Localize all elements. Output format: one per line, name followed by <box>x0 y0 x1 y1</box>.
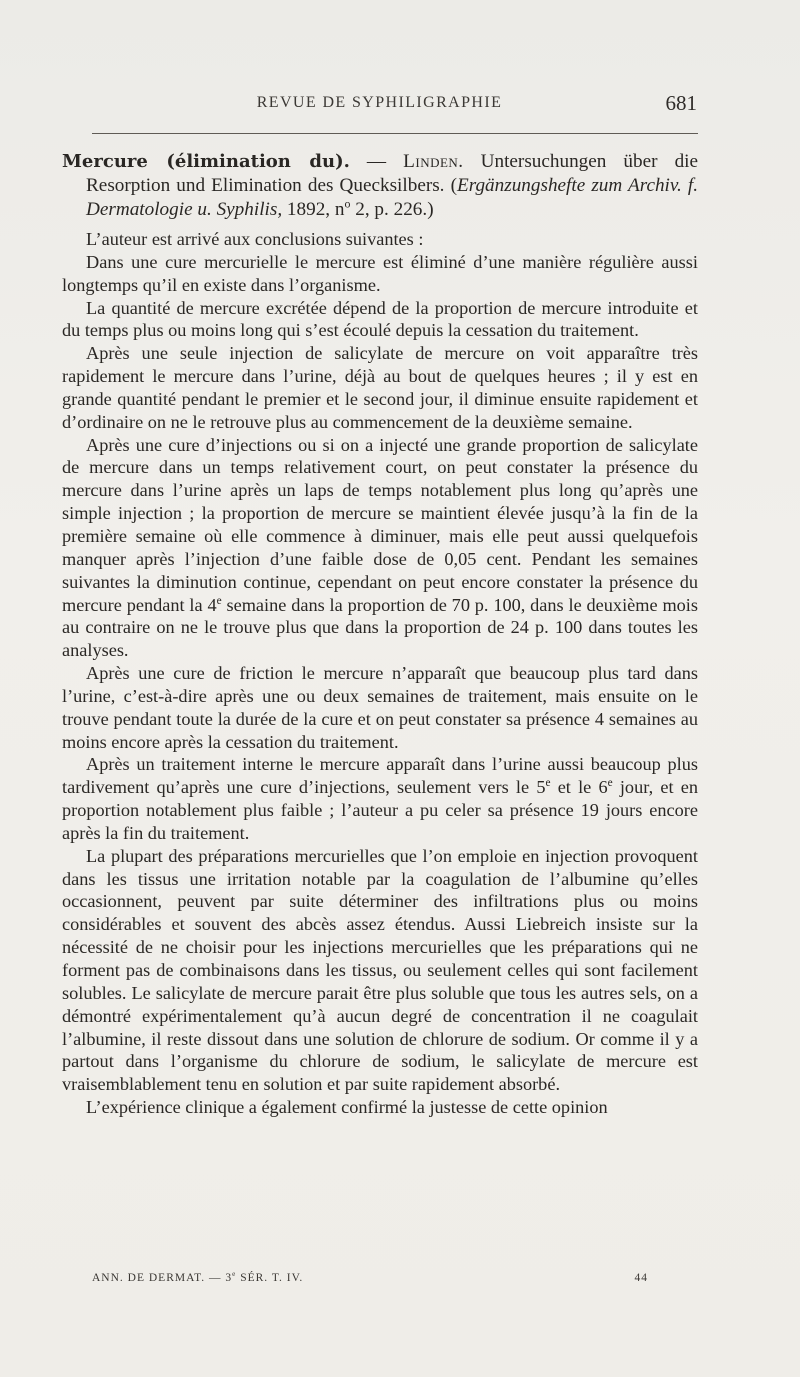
paragraph-internal-treatment <box>62 753 698 844</box>
citation-reference: 1892, n <box>282 199 345 220</box>
paragraph-internal-text-c: jour, et en proportion notablement plus faible ; l’auteur a pu celer sa présence 19 jours encore après la fin du traitement. <box>62 777 698 843</box>
superscript-e: e <box>607 777 613 790</box>
paragraph-regular-elimination: Dans une cure mercurielle le mercure est éliminé d’une manière régulière aussi longtemps qu’il en existe dans l’organisme. <box>62 251 698 295</box>
citation-dash: — <box>349 151 404 172</box>
citation-journal: Ergänzungshefte zum Archiv. f. Dermatologie u. Syphilis, <box>86 175 698 220</box>
paragraph-internal-text-b: et le 6 <box>550 777 608 798</box>
paragraph-injection-cure-text-b: semaine dans la proportion de 70 p. 100, dans le deuxième mois au contraire on ne le trouve plus que dans la proportion de 24 p. 100 dans toutes les analyses. <box>62 594 698 661</box>
footer-series: SÉR. T. IV. <box>236 1272 304 1284</box>
citation-reference-end: 2, p. 226.) <box>350 199 434 220</box>
running-title: REVUE DE SYPHILIGRAPHIE <box>256 94 503 111</box>
paragraph-internal-text-a: Après un traitement interne le mercure apparaît dans l’urine aussi beaucoup plus tardivement qu’après une cure d’injections, seulement vers le 5 <box>62 754 698 798</box>
running-header <box>62 91 697 120</box>
paragraph-friction-cure: Après une cure de friction le mercure n’apparaît que beaucoup plus tard dans l’urine, c’est-à-dire après une ou deux semaines de traitement, mais ensuite on le trouve pendant toute la durée de la cure et on peut constater sa présence 4 semaines au moins encore après la cessation du traitement. <box>62 663 698 752</box>
paragraph-intro: L’auteur est arrivé aux conclusions suivantes : <box>86 229 424 249</box>
page-number: 681 <box>665 91 697 115</box>
article-body <box>62 150 698 1119</box>
footer-signature-number: 44 <box>634 1272 648 1284</box>
superscript-e: e <box>216 594 222 607</box>
citation-number-superscript: o <box>344 196 351 211</box>
paragraph-preparations: La plupart des préparations mercurielles que l’on emploie en injection provoquent dans les tissus une irritation notable par la coagulation de l’albumine qu’elles occasionnent, peuvent par suite déterminer des infiltrations plus ou moins considérables et souvent des abcès assez étendus. Aussi Liebreich insiste sur la nécessité de ne choisir pour les injections mercurielles que les préparations qui ne forment pas de combinaisons dans les tissus, ou seulement celles qui sont facilement solubles. Le salicylate de mercure parait être plus soluble que tous les autres sels, on a démontré expérimentalement qu’à aucun degré de concentration il ne coagulait l’albumine, il reste dissout dans une solution de chlorure de sodium. Or comme il y a partout dans l’organisme du chlorure de sodium, le salicylate de mercure est vraisemblablement tenu en solution et par suite rapidement absorbé. <box>62 845 698 1095</box>
footer-signature <box>92 1272 303 1284</box>
page-footer <box>92 1272 648 1288</box>
superscript-e: e <box>545 777 551 790</box>
citation-author: Linden. <box>403 151 464 172</box>
paragraph-single-injection: Après une seule injection de salicylate de mercure on voit apparaître très rapidement le mercure dans l’urine, déjà au bout de quelques heures ; il y est en grande quantité pendant le premier et le second jour, il diminue ensuite rapidement et d’ordinaire on ne le retrouve plus au commencement de la deuxième semaine. <box>62 343 698 432</box>
paragraph-injection-cure <box>62 434 698 662</box>
citation-title: Untersuchungen über die Resorption und Elimination des Quecksilbers. ( <box>86 151 699 196</box>
citation-heading <box>62 150 698 222</box>
footer-journal: ANN. DE DERMAT. — 3 <box>92 1272 233 1284</box>
paragraph-clinical-experience: L’expérience clinique a également confirmé la justesse de cette opinion <box>86 1097 608 1118</box>
paragraph-quantity: La quantité de mercure excrétée dépend de la proportion de mercure introduite et du temps plus ou moins long qui s’est écoulé depuis la cessation du traitement. <box>62 297 698 341</box>
footer-superscript: e <box>232 1270 237 1279</box>
paragraph-injection-cure-text-a: Après une cure d’injections ou si on a injecté une grande proportion de salicylate de mercure dans un temps relativement court, on peut constater la présence du mercure dans l’urine après un laps de temps notablement plus long qu’après une simple injection ; la proportion de mercure se maintient élevée jusqu’à la fin de la première semaine où elle commence à diminuer, mais elle peut aussi quelquefois manquer après l’injection d’une faible dose de 0,05 cent. Pendant les semaines suivantes la diminution continue, cependant on peut encore constater la présence du mercure pendant la 4 <box>62 434 698 615</box>
header-rule <box>92 133 698 134</box>
citation-subject: Mercure (élimination du). <box>62 151 350 172</box>
